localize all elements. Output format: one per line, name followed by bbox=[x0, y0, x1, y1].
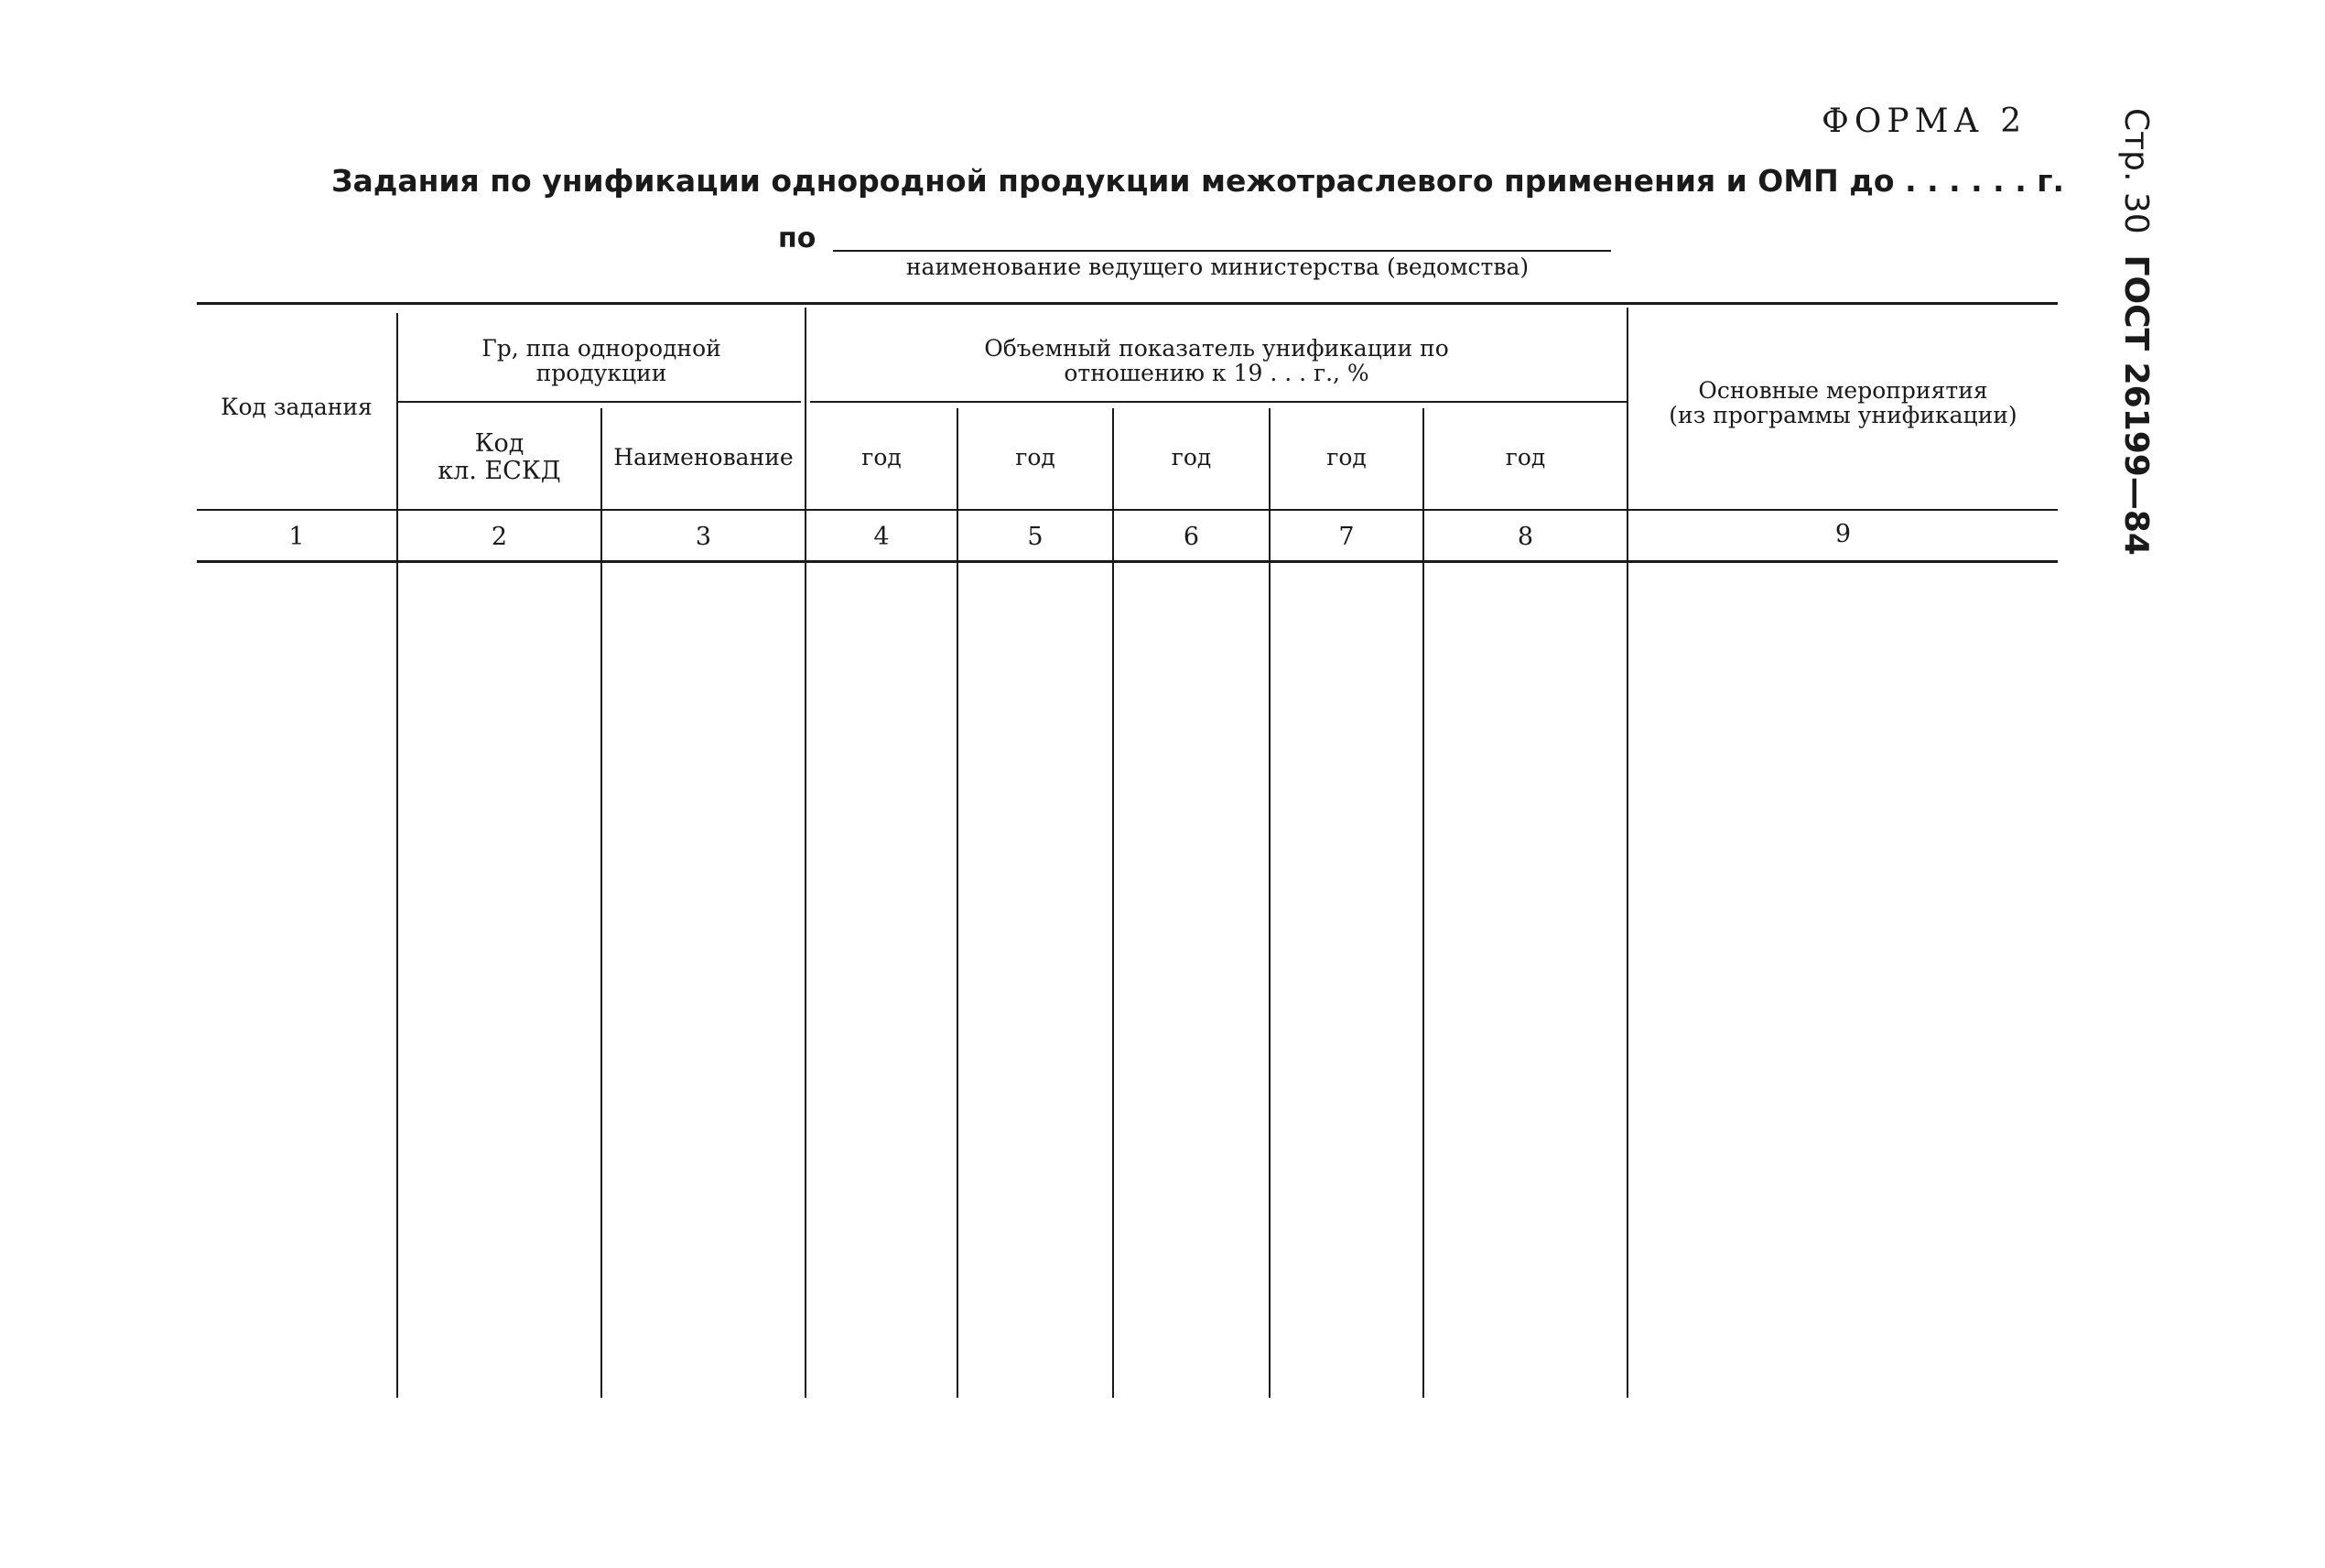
document-title: Задания по унификации однородной продукции межотраслевого применения и ОМП до . . . . . . г. bbox=[331, 163, 2065, 199]
header-bottom-rule bbox=[197, 509, 2058, 511]
header-measures-line2: (из программы унификации) bbox=[1669, 402, 2017, 428]
column-number: 5 bbox=[1027, 523, 1044, 552]
column-number: 6 bbox=[1183, 523, 1200, 552]
header-volume-indicator bbox=[806, 325, 1627, 396]
header-code-eskd bbox=[398, 421, 600, 494]
header-year-4: год bbox=[1326, 444, 1367, 471]
column-number: 2 bbox=[491, 523, 508, 552]
page-number: Стр. 30 bbox=[2117, 108, 2155, 234]
header-year-3: год bbox=[1171, 444, 1212, 471]
ministry-caption: наименование ведущего министерства (ведомства) bbox=[905, 254, 1530, 280]
group-sub-rule bbox=[398, 401, 801, 403]
column-number: 4 bbox=[873, 523, 890, 552]
column-number: 3 bbox=[695, 523, 712, 552]
ministry-fill-line bbox=[833, 250, 1611, 252]
header-code-eskd-line2: кл. ЕСКД bbox=[438, 457, 561, 485]
header-product-group-line2: продукции bbox=[535, 360, 667, 386]
header-name: Наименование bbox=[613, 444, 794, 471]
header-main-measures bbox=[1628, 366, 2058, 439]
header-product-group bbox=[398, 325, 805, 396]
column-number: 8 bbox=[1517, 523, 1534, 552]
volume-sub-rule bbox=[810, 401, 1628, 403]
header-year-5: год bbox=[1505, 444, 1546, 471]
column-number: 7 bbox=[1338, 523, 1355, 552]
form-label: ФОРМА 2 bbox=[1822, 103, 2028, 140]
table-top-rule bbox=[197, 302, 2058, 305]
header-code-eskd-line1: Код bbox=[474, 429, 524, 459]
numbers-bottom-rule bbox=[197, 560, 2058, 563]
column-number: 1 bbox=[288, 523, 305, 552]
header-measures-line1: Основные мероприятия bbox=[1698, 376, 1988, 404]
po-label: по bbox=[778, 222, 816, 254]
standard-number: ГОСТ 26199—84 bbox=[2117, 254, 2155, 556]
side-header bbox=[2105, 108, 2162, 556]
header-volume-line1: Объемный показатель унификации по bbox=[984, 334, 1449, 362]
header-task-code: Код задания bbox=[221, 394, 373, 421]
header-volume-line2: отношению к 19 . . . г., % bbox=[1064, 360, 1369, 386]
header-product-group-line1: Гр, ппа однородной bbox=[481, 334, 721, 362]
header-year-2: год bbox=[1015, 444, 1055, 471]
col-divider-8 bbox=[1627, 308, 1628, 1398]
column-number: 9 bbox=[1834, 520, 1852, 549]
header-year-1: год bbox=[861, 444, 902, 471]
